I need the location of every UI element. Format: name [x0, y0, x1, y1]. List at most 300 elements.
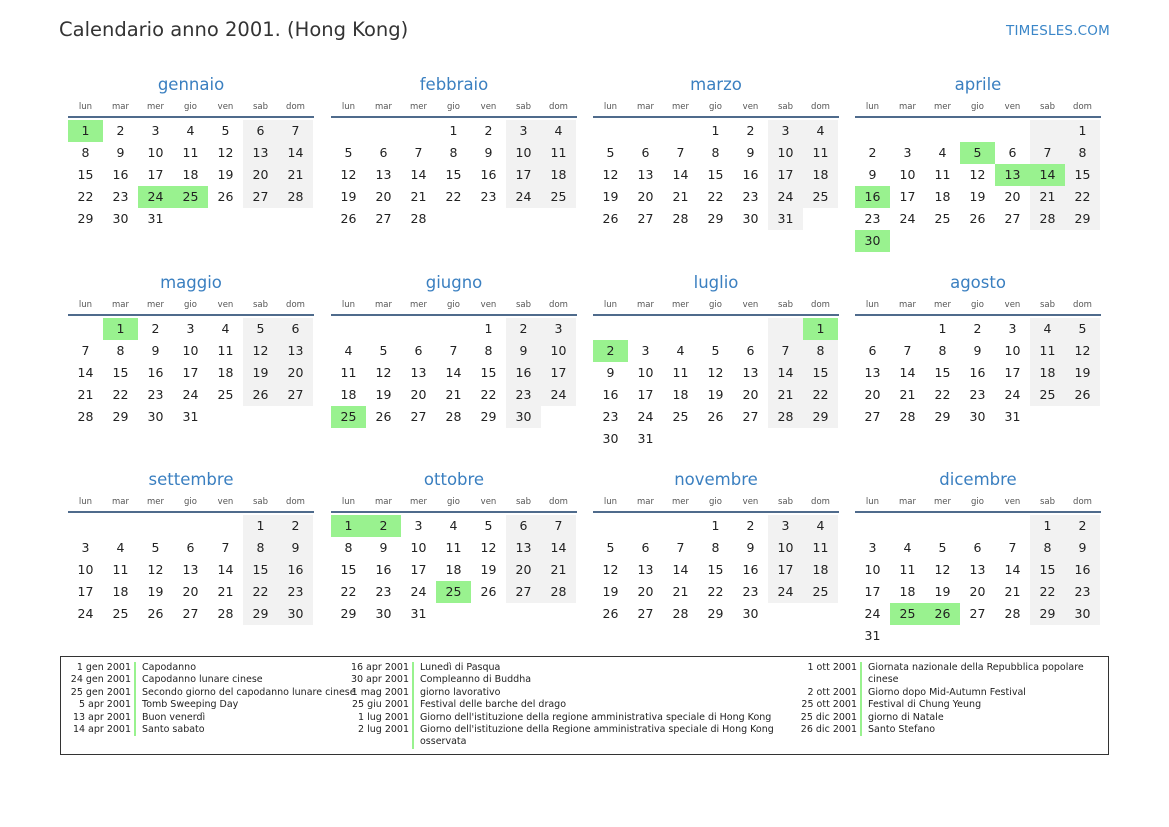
- day-cell: 11: [445, 540, 462, 555]
- weekday-header: [331, 99, 577, 115]
- day-cell: 20: [410, 387, 427, 402]
- day-cell: 17: [77, 584, 94, 599]
- day-cell: 15: [934, 365, 951, 380]
- day-cell: 22: [480, 387, 497, 402]
- site-link[interactable]: TIMESLES.COM: [1006, 23, 1110, 39]
- weekday-label: dom: [811, 102, 830, 112]
- weekday-label: gio: [971, 300, 984, 310]
- day-cell-empty: [436, 603, 471, 625]
- month-name: settembre: [148, 470, 234, 489]
- weekday-label: lun: [341, 497, 356, 507]
- day-cell: 6: [1008, 145, 1017, 160]
- weekday-label: mer: [671, 102, 689, 112]
- day-cell: 3: [541, 318, 576, 340]
- weekday-label: lun: [865, 102, 880, 112]
- week-row: [855, 142, 1101, 164]
- day-cell: 3: [506, 120, 541, 142]
- week-row: [855, 120, 1101, 142]
- week-row: [593, 406, 839, 428]
- weekday-header: [593, 297, 839, 313]
- day-cell: 22: [803, 384, 838, 406]
- day-cell-empty: [1030, 625, 1065, 647]
- day-cell: 26: [602, 606, 619, 621]
- day-cell-empty: [733, 318, 768, 340]
- week-row: [593, 362, 839, 384]
- week-row: [855, 603, 1101, 625]
- weekday-label: ven: [1004, 497, 1021, 507]
- day-cell: 11: [182, 145, 199, 160]
- day-cell: 24: [410, 584, 427, 599]
- week-row: [331, 164, 577, 186]
- day-cell: 19: [969, 189, 986, 204]
- day-cell: 23: [602, 409, 619, 424]
- day-cell-empty: [628, 120, 663, 142]
- day-cell: 10: [410, 540, 427, 555]
- day-cell: 26: [480, 584, 497, 599]
- day-cell-empty: [208, 515, 243, 537]
- week-row: [855, 581, 1101, 603]
- day-cell: 26: [243, 384, 278, 406]
- day-cell-empty: [855, 515, 890, 537]
- day-cell: 29: [112, 409, 129, 424]
- day-cell: 12: [969, 167, 986, 182]
- day-cell: 9: [868, 167, 877, 182]
- holiday-row: [795, 699, 1088, 711]
- day-cell: 8: [1030, 537, 1065, 559]
- day-cell: 23: [147, 387, 164, 402]
- day-cell: 9: [116, 145, 125, 160]
- day-cell: 6: [379, 145, 388, 160]
- day-cell: 7: [541, 515, 576, 537]
- day-cell-empty: [173, 515, 208, 537]
- day-cell: 19: [1065, 362, 1100, 384]
- week-row: [331, 559, 577, 581]
- day-cell: 30: [375, 606, 392, 621]
- week-row: [855, 318, 1101, 340]
- day-cell: 19: [147, 584, 164, 599]
- day-cell: 17: [899, 189, 916, 204]
- month-agosto: [855, 272, 1101, 428]
- weekday-label: mer: [409, 300, 427, 310]
- day-cell: 18: [445, 562, 462, 577]
- day-cell-holiday: 16: [855, 186, 890, 208]
- weekday-label: ven: [480, 497, 497, 507]
- day-cell-empty: [960, 230, 995, 252]
- day-cell: 6: [973, 540, 982, 555]
- month-settembre: [68, 469, 314, 625]
- day-cell: 2: [484, 123, 493, 138]
- day-cell: 16: [147, 365, 164, 380]
- day-cell: 30: [278, 603, 313, 625]
- day-cell: 23: [375, 584, 392, 599]
- day-cell: 22: [1065, 186, 1100, 208]
- day-cell-empty: [1030, 120, 1065, 142]
- day-cell: 23: [969, 387, 986, 402]
- week-row: [331, 142, 577, 164]
- day-cell-empty: [960, 625, 995, 647]
- day-cell: 13: [969, 562, 986, 577]
- day-cell: 4: [344, 343, 353, 358]
- day-cell-empty: [278, 406, 313, 428]
- weekday-label: dom: [1073, 300, 1092, 310]
- day-cell: 12: [217, 145, 234, 160]
- day-cell: 25: [1030, 384, 1065, 406]
- day-cell: 15: [77, 167, 94, 182]
- month-aprile: [855, 74, 1101, 252]
- week-row: [855, 208, 1101, 230]
- day-cell-holiday: 5: [960, 142, 995, 164]
- day-cell: 15: [1065, 164, 1100, 186]
- day-cell: 3: [414, 518, 423, 533]
- day-cell-holiday: 2: [366, 515, 401, 537]
- weekday-label: sab: [252, 497, 269, 507]
- day-cell: 31: [147, 211, 164, 226]
- day-cell-holiday: 1: [103, 318, 138, 340]
- day-cell: 5: [484, 518, 493, 533]
- day-cell: 21: [672, 584, 689, 599]
- day-cell: 21: [410, 189, 427, 204]
- day-cell: 23: [742, 189, 759, 204]
- weekday-label: mer: [671, 300, 689, 310]
- holiday-row: [347, 687, 778, 699]
- day-cell-empty: [925, 625, 960, 647]
- holiday-column: [347, 662, 778, 749]
- month-luglio: [593, 272, 839, 450]
- day-cell: 19: [602, 189, 619, 204]
- day-cell-empty: [243, 406, 278, 428]
- week-row: [855, 340, 1101, 362]
- day-cell: 8: [344, 540, 353, 555]
- day-cell: 16: [480, 167, 497, 182]
- day-cell: 1: [449, 123, 458, 138]
- week-row: [593, 142, 839, 164]
- holiday-row: [347, 724, 778, 749]
- day-cell: 26: [340, 211, 357, 226]
- day-cell: 7: [414, 145, 423, 160]
- weekday-label: gio: [184, 102, 197, 112]
- day-cell: 13: [742, 365, 759, 380]
- day-cell: 12: [147, 562, 164, 577]
- day-cell: 16: [506, 362, 541, 384]
- day-cell-empty: [593, 120, 628, 142]
- day-cell: 5: [221, 123, 230, 138]
- weekday-label: lun: [78, 102, 93, 112]
- day-cell: 9: [151, 343, 160, 358]
- holiday-name: Capodanno: [134, 662, 354, 674]
- month-febbraio: [331, 74, 577, 230]
- day-cell: 17: [541, 362, 576, 384]
- day-cell: 14: [77, 365, 94, 380]
- month-name: ottobre: [423, 470, 485, 489]
- week-row: [855, 537, 1101, 559]
- day-cell: 29: [707, 606, 724, 621]
- weekday-label: ven: [217, 300, 234, 310]
- day-cell: 21: [672, 189, 689, 204]
- day-cell: 27: [182, 606, 199, 621]
- week-row: [331, 384, 577, 406]
- weekday-label: mar: [637, 300, 654, 310]
- week-row: [331, 515, 577, 537]
- day-cell-empty: [925, 515, 960, 537]
- day-cell-empty: [471, 603, 506, 625]
- day-cell: 20: [243, 164, 278, 186]
- weekday-label: mer: [933, 102, 951, 112]
- day-cell: 23: [742, 584, 759, 599]
- day-cell: 29: [1030, 603, 1065, 625]
- day-cell: 19: [480, 562, 497, 577]
- day-cell: 5: [606, 145, 615, 160]
- day-cell: 2: [1065, 515, 1100, 537]
- day-cell: 31: [1004, 409, 1021, 424]
- holiday-date: 5 apr 2001: [78, 699, 131, 711]
- holiday-date: 24 gen 2001: [70, 674, 131, 686]
- day-cell: 8: [243, 537, 278, 559]
- weekday-label: sab: [252, 300, 269, 310]
- week-row: [593, 559, 839, 581]
- day-cell: 23: [1065, 581, 1100, 603]
- month-name: luglio: [693, 273, 739, 292]
- weekday-label: gio: [184, 300, 197, 310]
- day-cell: 21: [278, 164, 313, 186]
- day-cell: 3: [903, 145, 912, 160]
- week-row: [855, 384, 1101, 406]
- day-cell: 9: [484, 145, 493, 160]
- day-cell: 28: [768, 406, 803, 428]
- day-cell: 10: [77, 562, 94, 577]
- week-row: [855, 186, 1101, 208]
- weekday-label: mer: [146, 102, 164, 112]
- day-cell-empty: [436, 318, 471, 340]
- holiday-name: Festival delle barche del drago: [412, 699, 778, 711]
- day-cell: 19: [707, 387, 724, 402]
- day-cell: 27: [243, 186, 278, 208]
- week-row: [855, 164, 1101, 186]
- day-cell: 24: [1004, 387, 1021, 402]
- week-row: [593, 120, 839, 142]
- weekday-label: sab: [515, 102, 532, 112]
- day-cell: 28: [77, 409, 94, 424]
- month-name: dicembre: [939, 470, 1017, 489]
- day-cell: 14: [1004, 562, 1021, 577]
- day-cell: 12: [375, 365, 392, 380]
- day-cell-empty: [278, 208, 313, 230]
- day-cell: 11: [217, 343, 234, 358]
- day-cell-empty: [1030, 406, 1065, 428]
- weekday-label: gio: [709, 102, 722, 112]
- weekday-label: mar: [112, 102, 129, 112]
- weekday-label: gio: [971, 497, 984, 507]
- day-cell-empty: [628, 318, 663, 340]
- day-cell: 21: [1004, 584, 1021, 599]
- day-cell: 26: [217, 189, 234, 204]
- month-name: giugno: [425, 273, 483, 292]
- day-cell-empty: [890, 120, 925, 142]
- month-gennaio: [68, 74, 314, 230]
- day-cell: 2: [746, 123, 755, 138]
- day-cell-empty: [925, 230, 960, 252]
- day-cell-empty: [890, 515, 925, 537]
- day-cell-holiday: 13: [995, 164, 1030, 186]
- weekday-label: sab: [1039, 300, 1056, 310]
- holiday-date: 25 dic 2001: [800, 711, 857, 723]
- day-cell: 11: [672, 365, 689, 380]
- holiday-row: [347, 712, 778, 724]
- week-row: [593, 340, 839, 362]
- day-cell: 28: [278, 186, 313, 208]
- day-cell: 20: [742, 387, 759, 402]
- day-cell: 23: [506, 384, 541, 406]
- day-cell: 31: [864, 628, 881, 643]
- day-cell: 10: [864, 562, 881, 577]
- day-cell-empty: [331, 318, 366, 340]
- day-cell: 14: [217, 562, 234, 577]
- day-cell-empty: [855, 120, 890, 142]
- day-cell-empty: [208, 406, 243, 428]
- day-cell: 9: [973, 343, 982, 358]
- holiday-name: Buon venerdì: [134, 712, 354, 724]
- holiday-date: 16 apr 2001: [350, 662, 409, 673]
- day-cell-empty: [890, 625, 925, 647]
- weekday-label: sab: [515, 497, 532, 507]
- week-row: [593, 208, 839, 230]
- day-cell: 16: [1065, 559, 1100, 581]
- day-cell-empty: [541, 208, 576, 230]
- weekday-label: mer: [933, 300, 951, 310]
- weekday-label: ven: [480, 102, 497, 112]
- day-cell-empty: [593, 515, 628, 537]
- week-row: [593, 428, 839, 450]
- day-cell: 12: [340, 167, 357, 182]
- day-cell: 9: [379, 540, 388, 555]
- week-row: [68, 142, 314, 164]
- day-cell: 4: [938, 145, 947, 160]
- weekday-label: mar: [375, 300, 392, 310]
- holiday-name: Santo Stefano: [860, 724, 1088, 736]
- day-cell-empty: [995, 625, 1030, 647]
- holiday-row: [795, 662, 1088, 687]
- day-cell-empty: [541, 406, 576, 428]
- week-row: [331, 186, 577, 208]
- month-name: agosto: [950, 273, 1006, 292]
- week-row: [68, 559, 314, 581]
- day-cell: 13: [278, 340, 313, 362]
- day-cell: 20: [506, 559, 541, 581]
- day-cell: 13: [410, 365, 427, 380]
- day-cell: 8: [711, 145, 720, 160]
- holiday-date: 25 gen 2001: [70, 686, 131, 698]
- day-cell: 3: [768, 515, 803, 537]
- day-cell: 1: [1065, 120, 1100, 142]
- day-cell: 9: [1065, 537, 1100, 559]
- day-cell: 4: [186, 123, 195, 138]
- day-cell: 29: [707, 211, 724, 226]
- day-cell: 30: [112, 211, 129, 226]
- holiday-date: 2 lug 2001: [358, 724, 409, 736]
- day-cell: 14: [278, 142, 313, 164]
- day-cell-empty: [803, 428, 838, 450]
- day-cell-empty: [1065, 230, 1100, 252]
- day-cell: 6: [278, 318, 313, 340]
- week-row: [593, 603, 839, 625]
- day-cell: 16: [375, 562, 392, 577]
- day-cell: 6: [414, 343, 423, 358]
- day-cell-empty: [593, 318, 628, 340]
- weekday-label: lun: [603, 300, 618, 310]
- holiday-name: Secondo giorno del capodanno lunare cinese: [134, 687, 354, 699]
- day-cell: 12: [602, 562, 619, 577]
- day-cell: 7: [903, 343, 912, 358]
- day-cell-holiday: 1: [803, 318, 838, 340]
- weekday-label: sab: [777, 102, 794, 112]
- weekday-label: gio: [447, 497, 460, 507]
- weekday-label: ven: [742, 102, 759, 112]
- holiday-date: 1 lug 2001: [358, 711, 409, 723]
- weekday-label: mar: [899, 102, 916, 112]
- day-cell: 11: [803, 142, 838, 164]
- day-cell: 31: [182, 409, 199, 424]
- holiday-date: 1 ott 2001: [807, 662, 857, 673]
- week-row: [855, 230, 1101, 252]
- day-cell-empty: [925, 120, 960, 142]
- day-cell-empty: [436, 208, 471, 230]
- day-cell: 23: [112, 189, 129, 204]
- day-cell: 10: [182, 343, 199, 358]
- weekday-label: dom: [549, 497, 568, 507]
- day-cell-empty: [208, 208, 243, 230]
- day-cell: 13: [864, 365, 881, 380]
- weekday-label: mer: [409, 497, 427, 507]
- week-row: [331, 340, 577, 362]
- week-row: [331, 120, 577, 142]
- weekday-header: [331, 297, 577, 313]
- day-cell: 13: [375, 167, 392, 182]
- day-cell: 17: [182, 365, 199, 380]
- day-cell: 6: [506, 515, 541, 537]
- day-cell: 29: [803, 406, 838, 428]
- day-cell: 24: [637, 409, 654, 424]
- holiday-date: 30 apr 2001: [350, 674, 409, 686]
- holiday-date: 1 gen 2001: [76, 662, 131, 673]
- day-cell-holiday: 25: [890, 603, 925, 625]
- day-cell: 21: [899, 387, 916, 402]
- holiday-row: [69, 687, 354, 699]
- day-cell: 22: [112, 387, 129, 402]
- day-cell: 27: [278, 384, 313, 406]
- day-cell: 11: [541, 142, 576, 164]
- day-cell-holiday: 24: [138, 186, 173, 208]
- day-cell: 6: [641, 145, 650, 160]
- weekday-header: [68, 297, 314, 313]
- week-row: [855, 362, 1101, 384]
- day-cell: 20: [182, 584, 199, 599]
- day-cell: 2: [506, 318, 541, 340]
- day-cell: 4: [449, 518, 458, 533]
- day-cell: 3: [768, 120, 803, 142]
- weekday-label: ven: [742, 300, 759, 310]
- day-cell: 27: [969, 606, 986, 621]
- day-cell-empty: [663, 120, 698, 142]
- day-cell: 10: [506, 142, 541, 164]
- day-cell: 28: [1004, 606, 1021, 621]
- day-cell-empty: [173, 208, 208, 230]
- weekday-label: ven: [1004, 300, 1021, 310]
- weekday-label: dom: [811, 300, 830, 310]
- week-row: [68, 515, 314, 537]
- month-name: maggio: [160, 273, 222, 292]
- day-cell: 20: [278, 362, 313, 384]
- holiday-name: Compleanno di Buddha: [412, 674, 778, 686]
- day-cell: 16: [969, 365, 986, 380]
